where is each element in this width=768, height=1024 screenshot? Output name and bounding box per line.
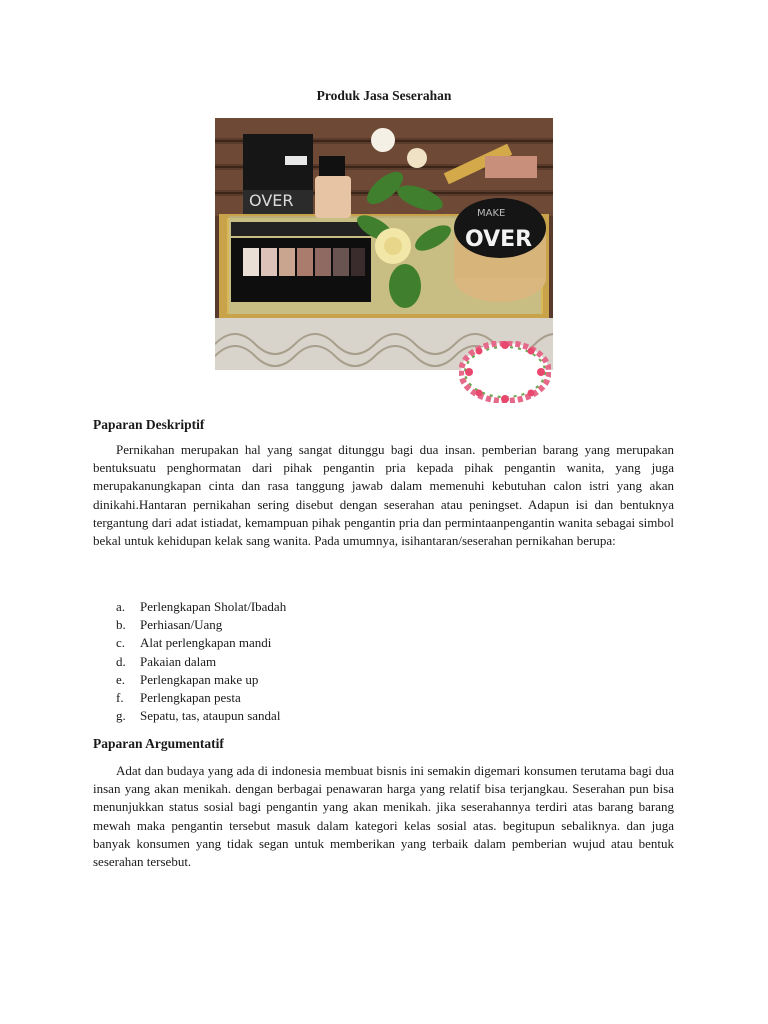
list-item-text: Perhiasan/Uang: [140, 617, 223, 633]
list-marker: a.: [116, 599, 126, 614]
descriptive-paragraph: [93, 441, 674, 550]
list-item: [116, 598, 516, 616]
section-heading-argumentative: Paparan Argumentatif: [93, 736, 224, 751]
svg-text:OVER: OVER: [465, 227, 533, 252]
argumentative-paragraph-text: Adat dan budaya yang ada di indonesia membuat bisnis ini semakin digemari konsumen terutama bagi dua insan yang akan menikah. dengan berbagai penawaran harga yang relatif bisa terjangkau. Seserahan pun bisa menunjukkan status sosial bagi pengantin yang akan menikah. jika seserahannya terdiri atas barang barang mewah maka pengantin tersebut masuk dalam kategori kelas sosial atas. begitupun sebaliknya. dan juga banyak konsumen yang tidak segan untuk memberikan yang terbaik dalam pemberian wujud atau bentuk seserahan tersebut.: [93, 763, 674, 870]
list-item-text: Pakaian dalam: [140, 653, 217, 669]
list-item: [116, 707, 516, 725]
watermark-badge: [459, 341, 551, 403]
list-item-text: Perlengkapan Sholat/Ibadah: [140, 599, 287, 614]
list-marker: b.: [116, 617, 126, 633]
argumentative-paragraph: [93, 762, 674, 871]
seserahan-list: [116, 598, 516, 725]
list-item: [116, 634, 516, 652]
list-item-text: Alat perlengkapan mandi: [140, 635, 272, 651]
svg-text:OVER: OVER: [249, 191, 294, 210]
list-marker: c.: [116, 635, 126, 651]
section-heading-descriptive: Paparan Deskriptif: [93, 417, 205, 432]
list-item-text: Perlengkapan make up: [140, 671, 259, 687]
descriptive-paragraph-text: Pernikahan merupakan hal yang sangat ditunggu bagi dua insan. pemberian barang yang merupakan bentuksuatu penghormatan dari pihak pengantin pria kepada pihak pengantin wanita, yang juga merupakanungkapan cinta dan rasa tanggung jawab dalam memenuhi kebutuhan calon istri yang akan dinikahi.Hantaran pernikahan sering disebut dengan seserahan atau peningset. Adapun isi dan bentuknya tergantung dari adat istiadat, kemampuan pihak pengantin pria dan permintaanpengantin wanita sebagai simbol bekal untuk kehidupan kelak sang wanita. Pada umumnya, isihantaran/seserahan pernikahan berupa:: [93, 442, 674, 549]
list-marker: e.: [116, 671, 126, 687]
svg-text:MAKE: MAKE: [477, 208, 506, 219]
list-item: [116, 653, 516, 671]
document-title: Produk Jasa Seserahan: [316, 88, 452, 103]
list-marker: d.: [116, 653, 126, 669]
list-marker: g.: [116, 708, 126, 724]
list-marker: f.: [116, 690, 124, 706]
list-item: [116, 671, 516, 689]
list-item-text: Sepatu, tas, ataupun sandal: [140, 708, 281, 724]
list-item: [116, 689, 516, 707]
list-item-text: Perlengkapan pesta: [140, 690, 241, 706]
list-item: [116, 616, 516, 634]
product-photo: [215, 118, 553, 370]
